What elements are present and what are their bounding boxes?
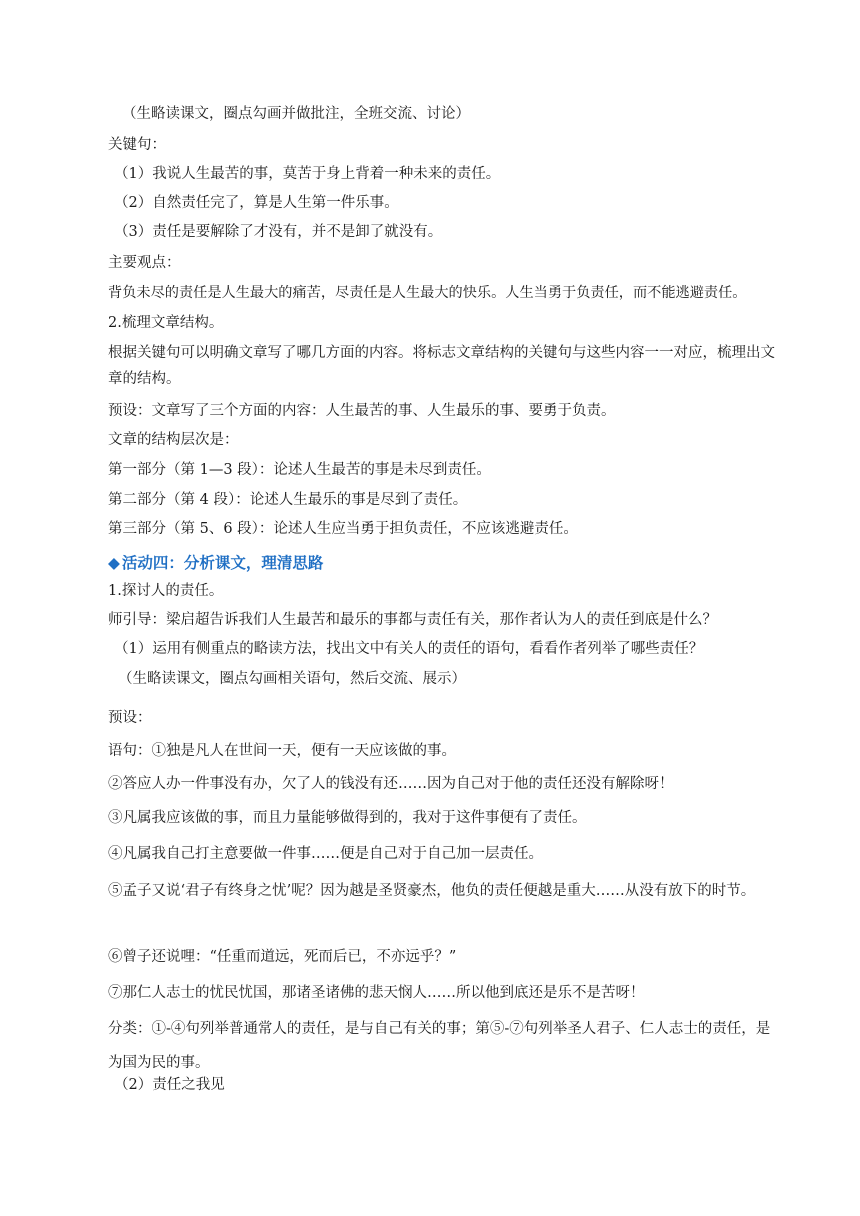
sentence-5: ⑤孟子又说‘君子有终身之忧’呢？因为越是圣贤豪杰，他负的责任便越是重大……从没有放下的时节。	[108, 883, 756, 899]
preset-label: 预设：	[108, 710, 152, 726]
section-heading-structure: 2.梳理文章结构。	[108, 315, 224, 331]
activity-title: 活动四：分析课文，理清思路	[121, 554, 324, 572]
diamond-icon: ◆	[108, 554, 120, 572]
part-2-line: 第二部分（第 4 段）：论述人生最乐的事是尽到了责任。	[108, 492, 468, 508]
instruction-line: （生略读课文，圈点勾画并做批注，全班交流、讨论）	[122, 106, 470, 122]
key-sentence-label: 关键句：	[108, 137, 166, 153]
sentence-1: 语句：①独是凡人在世间一天，便有一天应该做的事。	[108, 743, 456, 759]
part-3-line: 第三部分（第 5、6 段）：论述人生应当勇于担负责任，不应该逃避责任。	[108, 521, 578, 537]
question-1-line: （1）运用有侧重点的略读方法，找出文中有关人的责任的语句，看看作者列举了哪些责任？	[114, 641, 704, 657]
teacher-guide-line: 师引导：梁启超告诉我们人生最苦和最乐的事都与责任有关，那作者认为人的责任到底是什么？	[108, 612, 717, 628]
classification-paragraph: 分类：①-④句列举普通常人的责任，是与自己有关的事；第⑤-⑦句列举圣人君子、仁人志士的责任，是为国为民的事。	[108, 1021, 771, 1071]
sentence-4: ④凡属我自己打主意要做一件事……便是自己对于自己加一层责任。	[108, 846, 543, 862]
main-view-label: 主要观点：	[108, 255, 181, 271]
key-sentence-2: （2）自然责任完了，算是人生第一件乐事。	[114, 195, 399, 211]
part-1-line: 第一部分（第 1—3 段）：论述人生最苦的事是未尽到责任。	[108, 462, 491, 478]
key-sentence-3: （3）责任是要解除了才没有，并不是卸了就没有。	[114, 224, 443, 240]
key-sentence-1: （1）我说人生最苦的事，莫苦于身上背着一种未来的责任。	[114, 166, 501, 182]
preset-line: 预设：文章写了三个方面的内容：人生最苦的事、人生最乐的事、要勇于负责。	[108, 403, 616, 419]
main-view-text: 背负未尽的责任是人生最大的痛苦，尽责任是人生最大的快乐。人生当勇于负责任，而不能逃避责任。	[108, 285, 747, 301]
sentence-3: ③凡属我应该做的事，而且力量能够做得到的，我对于这件事便有了责任。	[108, 810, 587, 826]
explore-responsibility-line: 1.探讨人的责任。	[108, 583, 224, 599]
question-2-line: （2）责任之我见	[114, 1077, 225, 1093]
sentence-7: ⑦那仁人志士的忧民忧国，那诸圣诸佛的悲天悯人……所以他到底还是乐不是苦呀！	[108, 985, 645, 1001]
sentence-6: ⑥曾子还说哩：“任重而道远，死而后已，不亦远乎？”	[108, 949, 457, 965]
student-activity-line: （生略读课文，圈点勾画相关语句，然后交流、展示）	[118, 671, 466, 687]
sentence-2: ②答应人办一件事没有办，欠了人的钱没有还……因为自己对于他的责任还没有解除呀！	[108, 776, 674, 792]
activity-heading	[108, 553, 788, 573]
structure-levels-label: 文章的结构层次是：	[108, 432, 239, 448]
structure-paragraph: 根据关键句可以明确文章写了哪几方面的内容。将标志文章结构的关键句与这些内容一一对应，梳理出文章的结构。	[108, 345, 775, 387]
